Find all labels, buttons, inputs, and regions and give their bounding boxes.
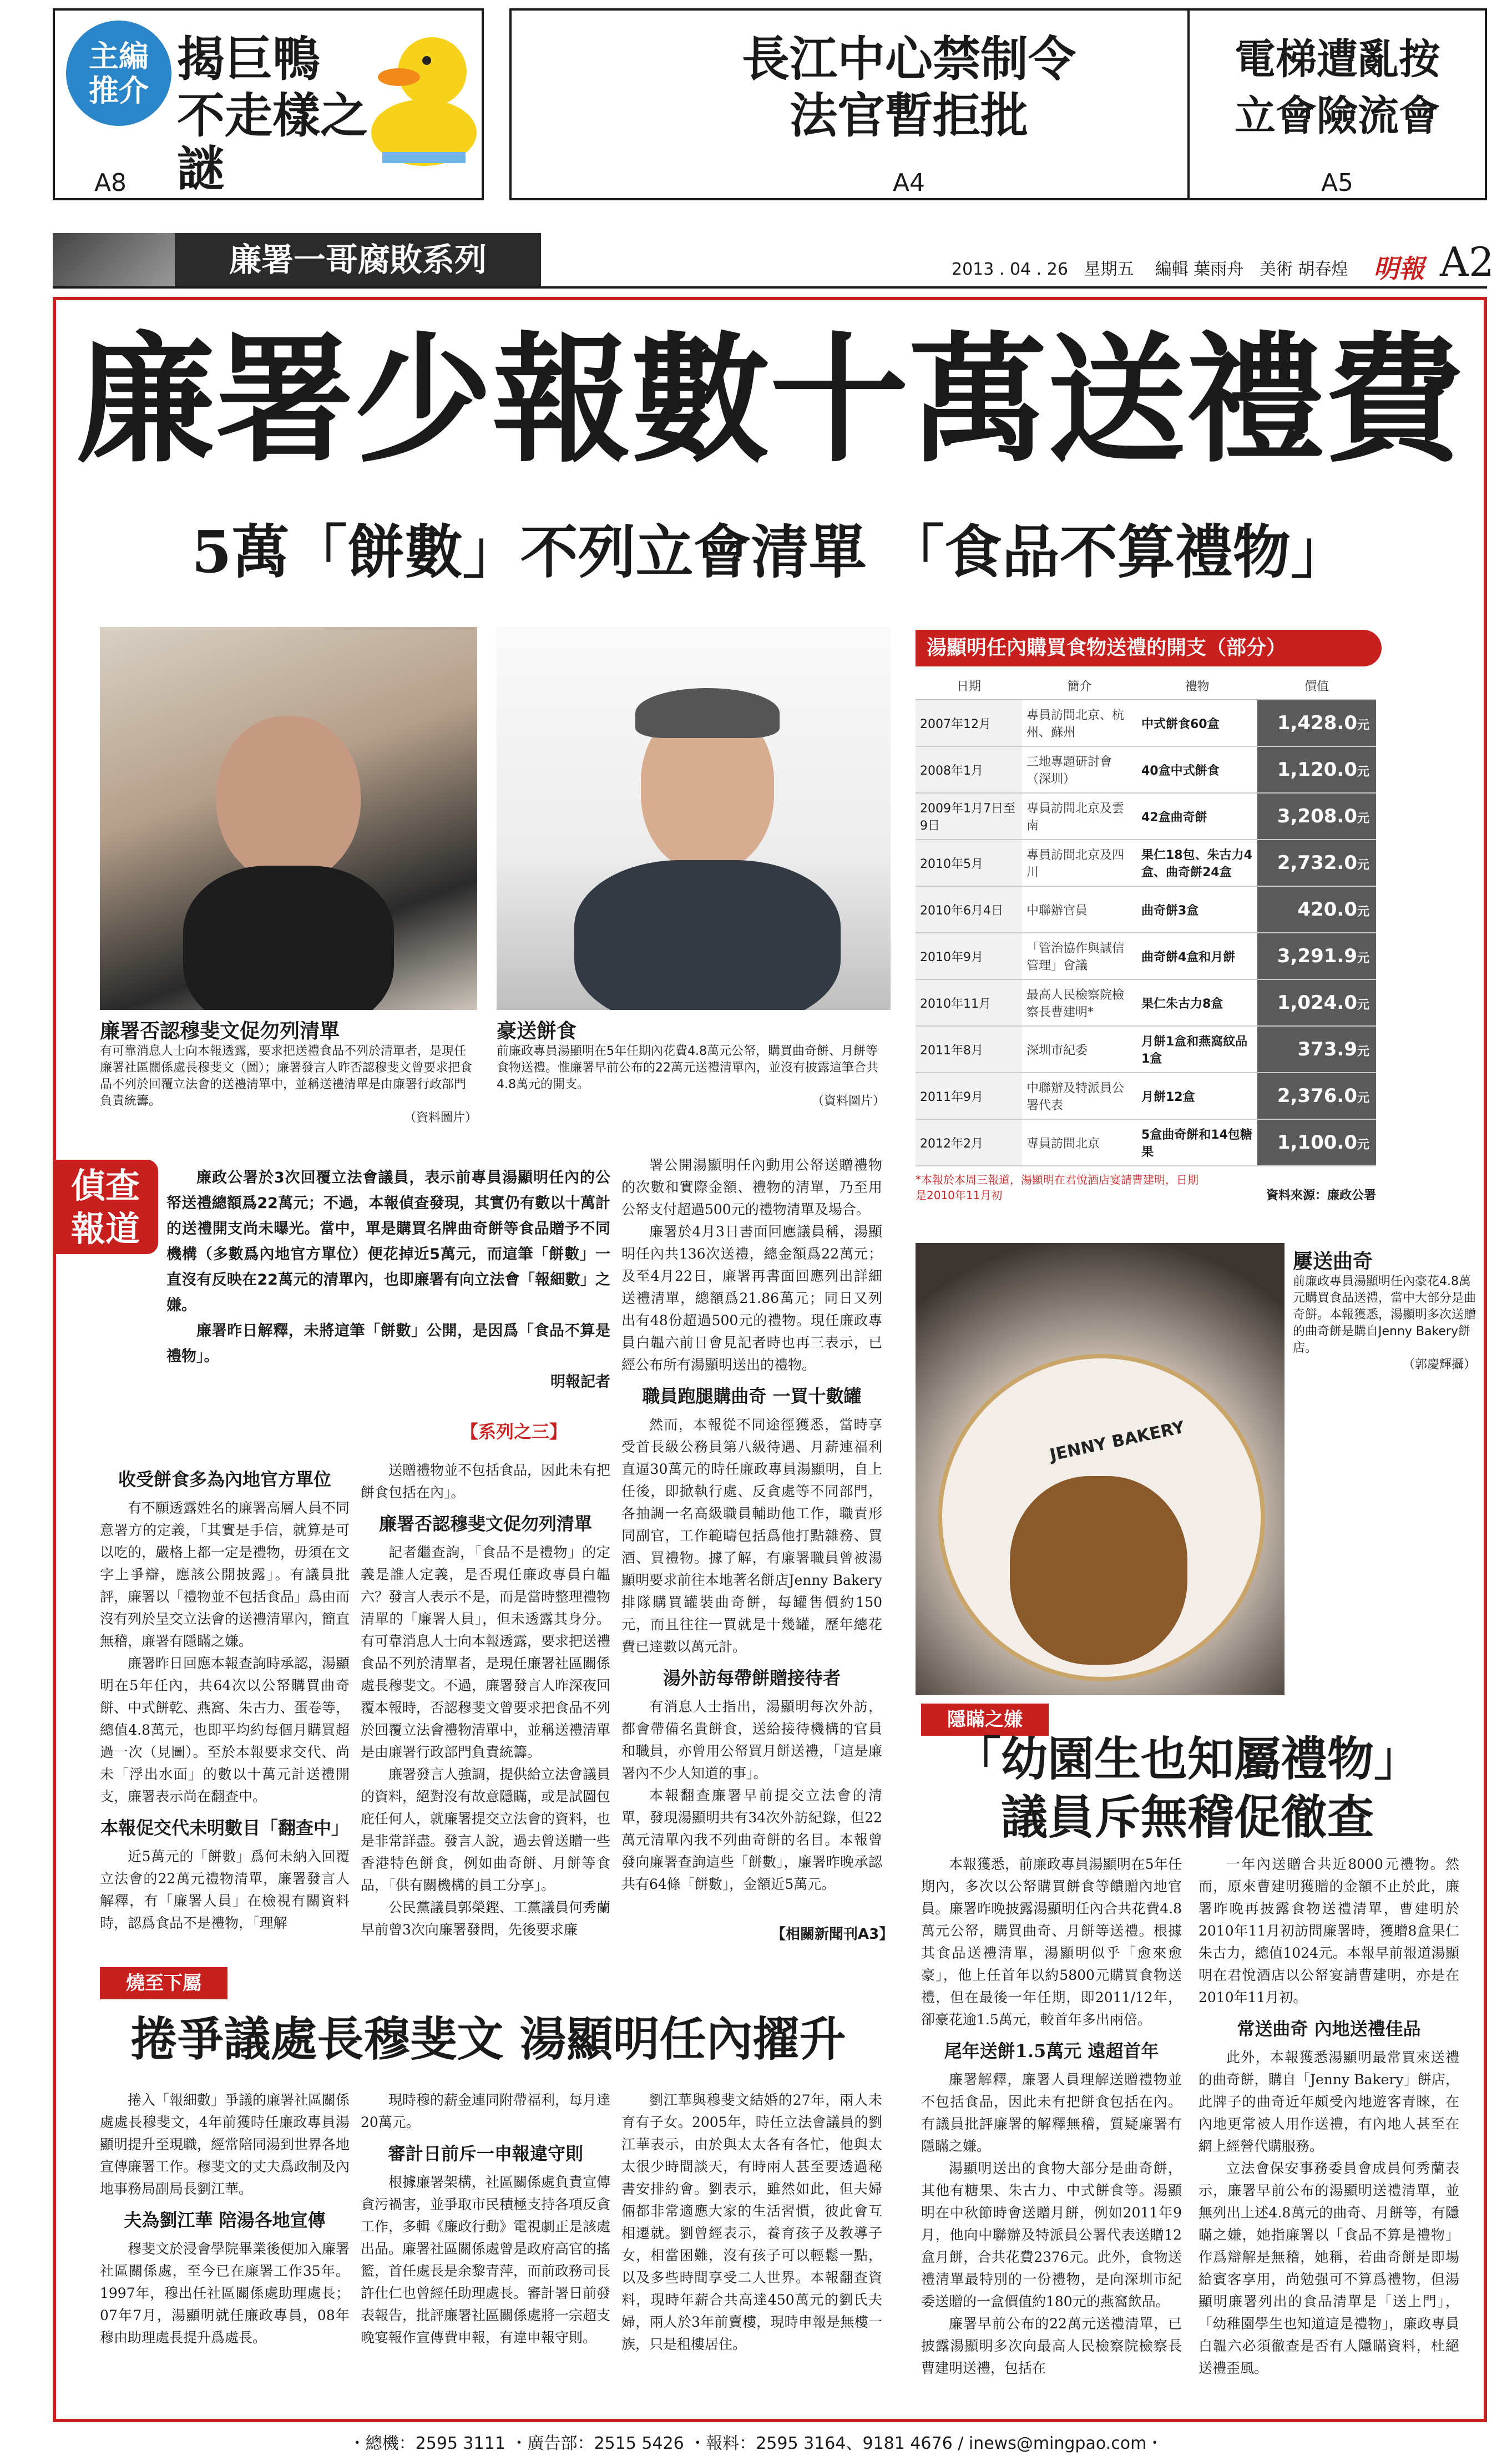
investigation-lead: 廉政公署於3次回覆立法會議員，表示前專員湯顯明任內的公帑送禮總額爲22萬元；不過，本報偵查發現，其實仍有數以十萬計的送禮開支尚未曝光。當中，單是購買名牌曲奇餅等食品贈予不同機構（多數爲內地官方單位）便花掉近5萬元，而這筆「餅數」一直沒有反映在22萬元的清單內，也即廉署有向立法會「報細數」之嫌。 廉署昨日解釋，未將這筆「餅數」公開，是因爲「食品不算是禮物」。 明報記者 [166,1165,610,1395]
investigation-badge: 偵查報道 [53,1160,158,1254]
gift-event: 中聯辦及特派員公署代表 [1022,1073,1137,1119]
gift-price-unit: 元 [1357,1091,1369,1105]
investigation-column-3 [621,1154,882,1956]
gift-date: 2008年1月 [916,746,1022,793]
photo-tong-credit: （資料圖片） [811,1094,885,1108]
gift-price: 1,024.0元 [1257,979,1376,1026]
paragraph: 捲入「報細數」爭議的廉署社區關係處處長穆斐文，4年前獲時任廉政專員湯顯明提升至現職，經常陪同湯到世界各地宣傳廉署工作。穆斐文的丈夫爲政制及內地事務局副局長劉江華。 [100,2092,350,2197]
paragraph: 本報獲悉，前廉政專員湯顯明在5年任期內，多次以公帑購買餅食等饋贈內地官員。廉署昨晚披露湯顯明任內合共花費4.8萬元公帑，購買曲奇、月餅等送禮。根據其食品送禮清單，湯顯明似乎「愈來愈豪」，他上任首年以約5800元購買食物送禮，但在最後一年任期，即2011/12年，卻豪花逾1.5萬元，較首年多出兩倍。 [921,1856,1182,2028]
teaser-page-3: A5 [1321,169,1354,197]
gift-price: 2,732.0元 [1257,840,1376,886]
gift-price-unit: 元 [1357,812,1369,826]
paragraph: 近5萬元的「餅數」爲何未納入回覆立法會的22萬元禮物清單，廉署發言人解釋，有「廉署人員」在檢視有關資料時，認爲食品不是禮物，「理解 [100,1848,350,1931]
gift-price: 420.0元 [1257,886,1376,933]
subheading: 審計日前斥一申報違守則 [387,2143,583,2164]
subheading: 職員跑腿購曲奇 一買十數罐 [642,1386,862,1407]
paragraph: 然而，本報從不同途徑獲悉，當時享受首長級公務員第八級待遇、月薪連福利直逼30萬元的時任廉政專員湯顯明，自上任後，即掀執行處、反貪處等不同部門，各抽調一名高級職員輔助他工作，職責形同副官，工作範疇包括爲他打點雜務、買酒、買禮物。據了解，有廉署職員曾被湯顯明要求前往本地著名餅店Jenny Bakery排隊購買罐裝曲奇餅，每罐售價約150元，而且往往一買就是十幾罐，歷年總花費已達數以萬元計。 [621,1417,882,1655]
subheading: 常送曲奇 內地送禮佳品 [1237,2018,1421,2039]
contact-footer: ・總機：2595 3111 ・廣告部：2515 5426 ・報料：2595 3164、9181 4676 / inews@mingpao.com・ [348,2434,1164,2453]
kindergarten-badge: 隱瞞之嫌 [921,1704,1049,1736]
gift-price-unit: 元 [1357,1138,1369,1152]
col-price: 價值 [1257,671,1376,700]
paragraph: 劉江華與穆斐文結婚的27年，兩人未育有子女。2005年，時任立法會議員的劉江華表示，由於與太太各有各忙，他與太太很少時間談天，有時兩人甚至要透過秘書安排約會。劉表示，雖然如此，但夫婦倆都非常適應大家的生活習慣，彼此會互相遷就。劉曾經表示，養育孩子及教導子女，相當困難，沒有孩子可以輕鬆一點，以及多些時間享受二人世界。本報翻查資料，現時年薪合共高達450萬元的劉氏夫婦，兩人於3年前賣樓，現時申報是無樓一族，只是租樓居住。 [621,2092,882,2352]
gift-table-title: 湯顯明任內購買食物送禮的開支（部分） [916,630,1382,666]
gift-table-row [916,700,1376,746]
paragraph: 有消息人士指出，湯顯明每次外訪，都會帶備名貴餅食，送給接待機構的官員和職員，亦曾用公帑買月餅送禮，「這是廉署內不少人知道的事」。 [621,1699,882,1781]
subheading: 本報促交代未明數目「翻查中」 [100,1817,349,1838]
gift-event: 專員訪問北京 [1022,1119,1137,1166]
paragraph: 廉署於4月3日書面回應議員稱，湯顯明任內共136次送禮，總金額爲22萬元；及至4月22日，廉署再書面回應列出詳細送禮清單，總額爲21.86萬元；同日又列出有48份超過500元的禮物。現任廉政專員白韞六前日會見記者時也再三表示，已經公布所有湯顯明送出的禮物。 [621,1224,882,1373]
gift-item: 5盒曲奇餅和14包糖果 [1137,1119,1257,1166]
gift-price-unit: 元 [1357,765,1369,779]
gift-event: 三地專題研討會（深圳） [1022,746,1137,793]
paragraph: 立法會保安事務委員會成員何秀蘭表示，廉署早前公布的湯顯明送禮清單，並無列出上述4.8萬元的曲奇、月餅等，有隱瞞之嫌，她指廉署以「食品不算是禮物」作爲辯解是無稽，她稱，若曲奇餅是即場給賓客享用，尚勉强可不算爲禮物，但湯顯明廉署列出的食品清單是「送上門」，「幼稚園學生也知道這是禮物」，廉政專員白韞六必須徹查是否有人隱瞞資料，杜絕送禮歪風。 [1199,2160,1459,2376]
series-tag: 【系列之三】 [461,1421,568,1442]
newspaper-logo: 明報 [1373,254,1424,284]
gift-price-unit: 元 [1357,952,1369,966]
gift-price-unit: 元 [1357,905,1369,919]
promotion-column-3 [621,2089,882,2417]
paragraph: 公民黨議員郭榮鏗、工黨議員何秀蘭早前曾3次向廉署發問，先後要求廉 [361,1899,610,1938]
gift-price: 373.9元 [1257,1026,1376,1073]
byline: 明報記者 [550,1373,610,1391]
kindergarten-title-2: 議員斥無稽促徹查 [1000,1790,1374,1844]
gift-item: 月餅12盒 [1137,1073,1257,1119]
subheading: 夫為劉江華 陪湯各地宣傳 [124,2210,326,2231]
gift-date: 2011年9月 [916,1073,1022,1119]
photo-tong [497,627,891,1010]
paragraph: 記者繼查詢，「食品不是禮物」的定義是誰人定義，是否現任廉政專員白韞六？發言人表示不是，而是當時整理禮物清單的「廉署人員」，但未透露其身分。有可靠消息人士向本報透露，要求把送禮食品不列於清單者，是現任廉署社區關係處長穆斐文。不過，廉署發言人昨深夜回覆本報時，否認穆斐文曾要求把食品不列於回覆立法會禮物清單中，並稱送禮清單是由廉署行政部門負責統籌。 [361,1544,610,1760]
gift-price-unit: 元 [1357,998,1369,1012]
col-date: 日期 [916,671,1022,700]
photo-cookie-caption: 前廉政專員湯顯明任內豪花4.8萬元購買食品送禮，當中大部分是曲奇餅。本報獲悉，湯顯明多次送贈的曲奇餅是購自Jenny Bakery餅店。 （郭慶輝攝） [1293,1274,1476,1373]
editor-pick-badge: 主編推介 [66,21,171,126]
headline: 廉署少報數十萬送禮費 [76,318,1464,481]
paragraph: 穆斐文於浸會學院畢業後便加入廉署社區關係處，至今已在廉署工作35年。1997年，穆出任社區關係處助理處長；07年7月，湯顯明就任廉政專員，08年穆由助理處長提升爲處長。 [100,2241,350,2346]
gift-price: 1,100.0元 [1257,1119,1376,1166]
gift-event: 最高人民檢察院檢察長曹建明* [1022,979,1137,1026]
gift-price-unit: 元 [1357,719,1369,732]
gift-table-row [916,886,1376,933]
photo-tong-caption: 前廉政專員湯顯明在5年任期內花費4.8萬元公帑，購買曲奇餅、月餅等食物送禮。惟廉署早前公布的22萬元送禮清單內，並沒有披露這筆合共4.8萬元的開支。 （資料圖片） [497,1043,885,1110]
gift-table-row [916,979,1376,1026]
related-news: 【相關新聞刊A3】 [771,1926,894,1943]
gift-table-row [916,746,1376,793]
teaser-page-2: A4 [892,169,926,197]
gift-price: 1,120.0元 [1257,746,1376,793]
issue-date: 2013 . 04 . 26 [952,260,1068,279]
promotion-title: 捲爭議處長穆斐文 湯顯明任內擢升 [130,2012,846,2066]
teaser-page-1: A8 [94,169,127,197]
paragraph: 送贈禮物並不包括食品，因此未有把餅食包括在內」。 [361,1462,610,1500]
paragraph: 有不願透露姓名的廉署高層人員不同意署方的定義，「其實是手信，就算是可以吃的，嚴格上都一定是禮物，毋須在文字上爭辯，應該公開披露」。有議員批評，廉署以「禮物並不包括食品」爲由而沒有列於呈交立法會的送禮清單內，簡直無稽，廉署有隱瞞之嫌。 [100,1500,350,1649]
paragraph: 根據廉署架構，社區關係處負責宣傳貪污禍害，並爭取市民積極支持各項反貪工作，多輯《廉政行動》電視劇正是該處出品。廉署社區關係處曾是政府高官的搖籃，首任處長是余黎青萍，而前政務司長許仕仁也曾經任助理處長。審計署日前發表報告，批評廉署社區關係處將一宗超支晚宴報作宣傳費申報，有違申報守則。 [361,2174,610,2346]
photo-mok-title: 廉署否認穆斐文促勿列清單 [100,1020,340,1043]
rubber-duck-icon [366,22,482,171]
page-number: A2 [1440,239,1494,285]
gift-item: 果仁18包、朱古力4盒、曲奇餅24盒 [1137,840,1257,886]
gift-date: 2012年2月 [916,1119,1022,1166]
gift-table-header [916,671,1376,700]
investigation-column-2 [361,1459,610,1953]
kindergarten-title-1: 「幼園生也知屬禮物」 [954,1731,1420,1786]
gift-event: 中聯辦官員 [1022,886,1137,933]
teaser-box-3[interactable] [1187,8,1487,200]
gift-price: 3,208.0元 [1257,793,1376,840]
photo-mok-caption: 有可靠消息人士向本報透露，要求把送禮食品不列於清單者，是現任廉署社區關係處長穆斐文（圖）；廉署發言人昨否認穆斐文曾要求把食品不列於回覆立法會的送禮清單中，並稱送禮清單是由廉署行政部門負責統籌。 （資料圖片） [100,1043,477,1126]
tin-label: JENNY BAKERY [1048,1417,1186,1465]
investigation-column-1 [100,1459,350,1953]
teaser-title-3a: 電梯遭亂按 [1235,36,1440,83]
promotion-column-2 [361,2089,610,2417]
issue-editor: 編輯 葉雨舟 [1155,260,1244,279]
gift-event: 專員訪問北京及雲南 [1022,793,1137,840]
col-item: 禮物 [1137,671,1257,700]
gift-event: 專員訪問北京、杭州、蘇州 [1022,700,1137,746]
photo-cookie-title: 屢送曲奇 [1293,1250,1373,1273]
subheading: 收受餅食多為內地官方單位 [118,1469,331,1490]
paragraph: 本報翻查廉署早前提交立法會的清單，發現湯顯明共有34次外訪紀錄，但22萬元清單內我不列曲奇餅的名目。本報曾發向廉署查詢這些「餅數」，廉署昨晚承認共有64條「餅數」，金額近5萬元。 [621,1787,882,1892]
paragraph: 湯顯明送出的食物大部分是曲奇餅，其他有糖果、朱古力、中式餅食等。湯顯明在中秋節時會送贈月餅，例如2011年9月，他向中聯辦及特派員公署代表送贈12盒月餅，合共花費2376元。此外，食物送禮清單最特別的一份禮物，是向深圳市紀委送贈的一盒價值約180元的燕窩飲品。 [921,2160,1182,2310]
kindergarten-column-2 [1199,1853,1459,2414]
teaser-title-1b: 不走樣之謎 [177,88,368,197]
gift-item: 40盒中式餅食 [1137,746,1257,793]
gift-event: 「管治協作與誠信管理」會議 [1022,933,1137,979]
gift-date: 2007年12月 [916,700,1022,746]
photo-cookie-credit: （郭慶輝攝） [1402,1358,1476,1372]
subheadline: 5萬「餅數」不列立會清單 「食品不算禮物」 [191,518,1348,586]
teaser-title-2b: 法官暫拒批 [790,88,1028,144]
gift-price: 2,376.0元 [1257,1073,1376,1119]
gift-event: 專員訪問北京及四川 [1022,840,1137,886]
gift-price-unit: 元 [1357,858,1369,872]
paragraph: 現時穆的薪金連同附帶福利，每月達20萬元。 [361,2092,610,2130]
teaser-title-2a: 長江中心禁制令 [742,31,1076,87]
photo-cookie-tin [916,1243,1285,1695]
subheading: 尾年送餅1.5萬元 遠超首年 [944,2040,1159,2061]
issue-weekday: 星期五 [1084,260,1134,279]
promotion-badge: 燒至下屬 [100,1967,227,1999]
paragraph: 署公開湯顯明任內動用公帑送贈禮物的次數和實際金額、禮物的清單，乃至用公帑支付超過500元的禮物清單及場合。 [621,1157,882,1217]
paragraph: 廉署昨日回應本報查詢時承認，湯顯明在5年任內，共64次以公帑購買曲奇餅、中式餅乾、燕窩、朱古力、蛋卷等，總值4.8萬元，也即平均約每個月購買超過一次（見圖）。至於本報要求交代、尚未「浮出水面」的數以十萬元計送禮開支，廉署表示尚在翻查中。 [100,1655,350,1805]
gift-table-source: 資料來源：廉政公署 [1266,1189,1376,1202]
promotion-column-1 [100,2089,350,2417]
gift-date: 2011年8月 [916,1026,1022,1073]
col-event: 簡介 [1022,671,1137,700]
gift-item: 曲奇餅3盒 [1137,886,1257,933]
paragraph: 一年內送贈合共近8000元禮物。然而，原來曹建明獲贈的金額不止於此，廉署昨晚再披露食物送禮清單，曹建明於2010年11月初訪問廉署時，獲贈8盒果仁朱古力，總值1024元。本報早前報道湯顯明在君悅酒店以公帑宴請曹建明，亦是在2010年11月初。 [1199,1856,1459,2005]
series-label: 廉署一哥腐敗系列 [175,233,541,286]
issue-designer: 美術 胡春煌 [1259,260,1348,279]
gift-item: 果仁朱古力8盒 [1137,979,1257,1026]
gift-date: 2010年5月 [916,840,1022,886]
gift-table [916,671,1376,1203]
gift-price: 3,291.9元 [1257,933,1376,979]
gift-item: 42盒曲奇餅 [1137,793,1257,840]
gift-table-row [916,933,1376,979]
gift-date: 2010年11月 [916,979,1022,1026]
gift-table-note: *本報於本周三報道，湯顯明在君悅酒店宴請曹建明，日期是2010年11月初 [916,1173,1199,1202]
subheading: 湯外訪每帶餅贈接待者 [663,1667,841,1689]
subheading: 廉署否認穆斐文促勿列清單 [378,1513,592,1534]
gift-event: 深圳市紀委 [1022,1026,1137,1073]
gift-table-row [916,1119,1376,1166]
teaser-title-1a: 揭巨鴨 [177,31,320,87]
gift-item: 中式餅食60盒 [1137,700,1257,746]
gift-table-body [916,700,1376,1166]
gift-table-row [916,1026,1376,1073]
series-bar [53,233,1494,289]
teaser-title-3b: 立會險流會 [1235,92,1440,140]
paragraph: 廉署早前公布的22萬元送禮清單，已披露湯顯明多次向最高人民檢察院檢察長曹建明送禮，包括在 [921,2316,1182,2376]
gift-table-row [916,840,1376,886]
photo-mok-credit: （資料圖片） [403,1111,477,1125]
gift-item: 月餅1盒和燕窩紋品1盒 [1137,1026,1257,1073]
gift-item: 曲奇餅4盒和月餅 [1137,933,1257,979]
gift-table-row [916,1073,1376,1119]
teaser-box-1[interactable] [53,8,484,200]
paragraph: 廉署發言人強調，提供給立法會議員的資料，絕對沒有故意隱瞞，或是試圖包庇任何人，就廉署提交立法會的資料，也是非常詳盡。發言人說，過去曾送贈一些香港特色餅食，例如曲奇餅、月餅等食品，「供有關機構的員工分享」。 [361,1766,610,1893]
gift-table-row [916,793,1376,840]
photo-mok [100,627,477,1010]
gift-price-unit: 元 [1357,1045,1369,1059]
gift-price: 1,428.0元 [1257,700,1376,746]
portrait-thumbnail [53,233,175,286]
issue-meta [952,255,1348,280]
gift-date: 2010年9月 [916,933,1022,979]
kindergarten-column-1 [921,1853,1182,2414]
paragraph: 廉署解釋，廉署人員理解送贈禮物並不包括食品，因此未有把餅食包括在內。有議員批評廉署的解釋無稽，質疑廉署有隱瞞之嫌。 [921,2071,1182,2154]
gift-date: 2009年1月7日至9日 [916,793,1022,840]
photo-tong-title: 豪送餅食 [497,1020,577,1043]
gift-date: 2010年6月4日 [916,886,1022,933]
paragraph: 此外，本報獲悉湯顯明最常買來送禮的曲奇餅，購自「Jenny Bakery」餅店，此牌子的曲奇近年頗受內地遊客青睞，在內地更常被人用作送禮，有內地人甚至在網上經營代購服務。 [1199,2049,1459,2154]
